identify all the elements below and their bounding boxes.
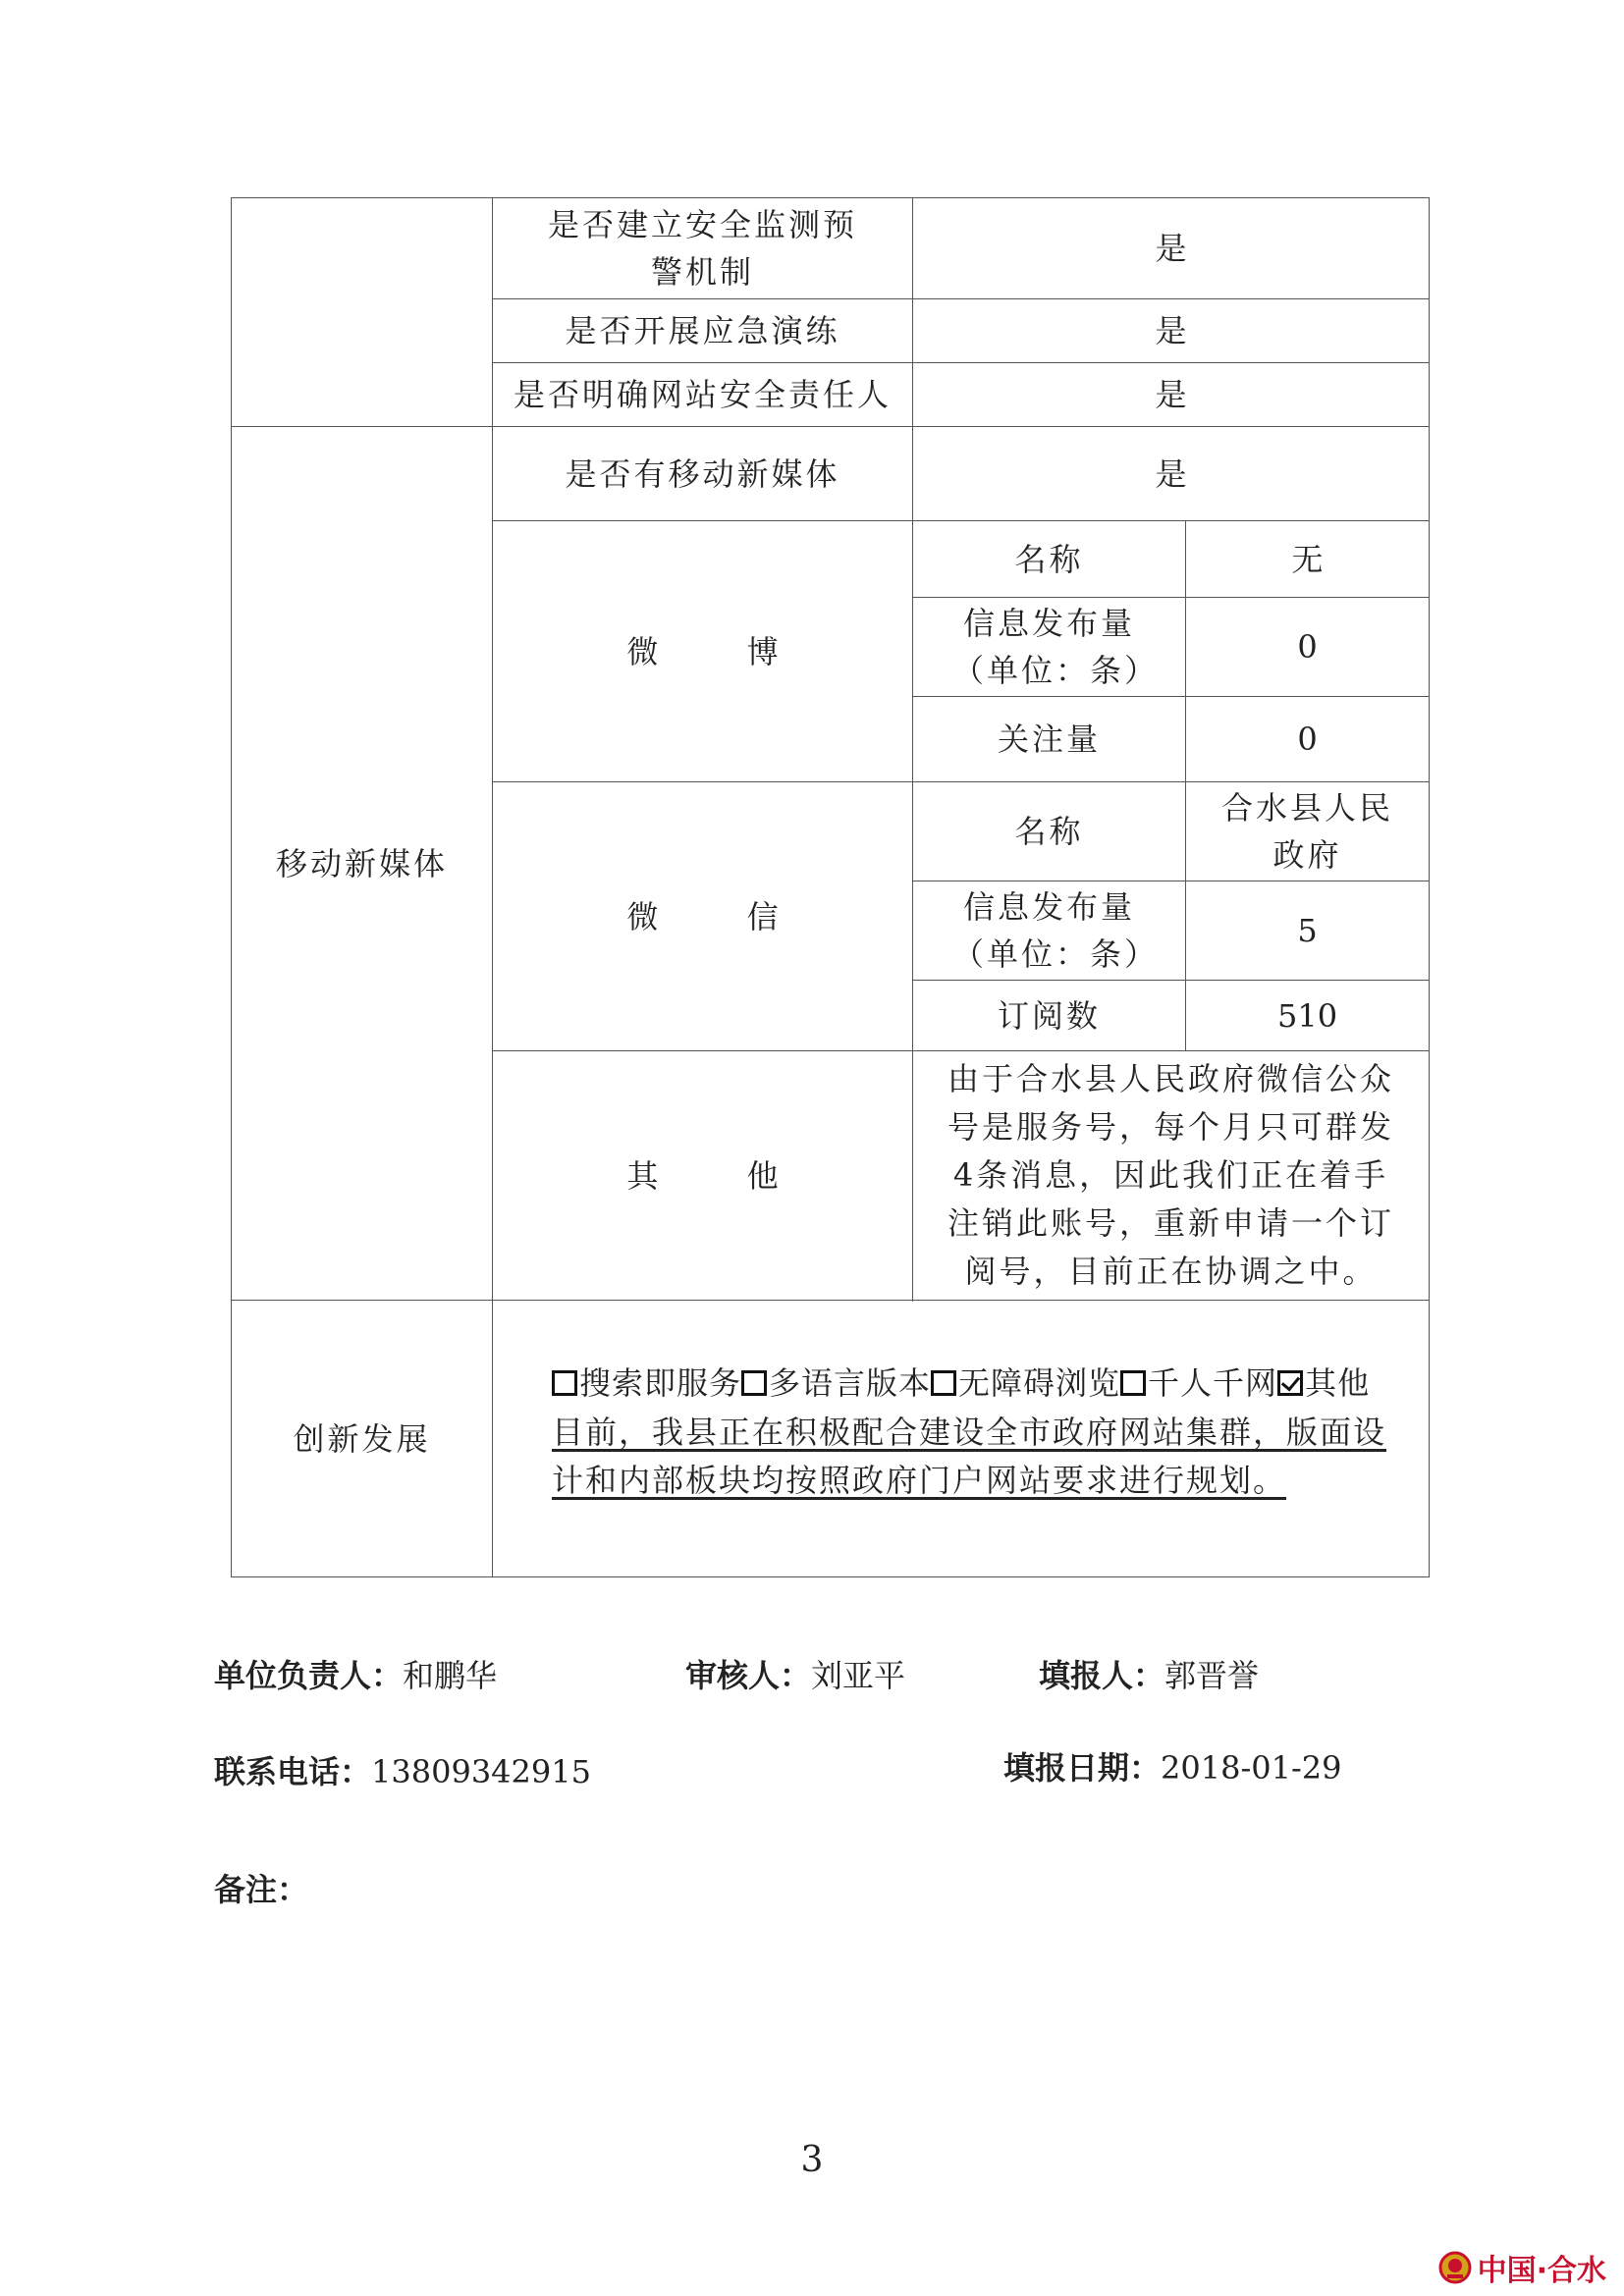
site-logo: [1438, 2246, 1606, 2289]
innovation-section-label: 创新发展: [232, 1301, 493, 1577]
phone-field: 联系电话：13809342915: [214, 1753, 591, 1790]
report-table: [231, 197, 1430, 1577]
innovation-options: [552, 1360, 1415, 1407]
wechat-subs-value: 510: [1186, 981, 1430, 1051]
wechat-posts-label: 信息发布量（单位：条）: [913, 881, 1186, 981]
innovation-cell: [493, 1301, 1430, 1577]
wechat-subs-label: 订阅数: [913, 981, 1186, 1051]
logo-text: 中国·合水: [1477, 2254, 1606, 2288]
wechat-label: 微 信: [493, 782, 913, 1051]
weibo-name-value: 无: [1186, 521, 1430, 598]
other-label: 其 他: [493, 1051, 913, 1301]
monitor-value: 是: [913, 198, 1430, 299]
has-media-value: 是: [913, 427, 1430, 521]
wechat-posts-value: 5: [1186, 881, 1430, 981]
page-number: 3: [800, 2140, 824, 2180]
weibo-label: 微 博: [493, 521, 913, 782]
media-section-label: 移动新媒体: [232, 427, 493, 1301]
phone-value: 13809342915: [371, 1753, 591, 1790]
weibo-posts-value: 0: [1186, 598, 1430, 697]
unit-head-field: 单位负责人：和鹏华: [214, 1657, 498, 1694]
filler-value: 郭晋誉: [1164, 1657, 1260, 1694]
monitor-label: 是否建立安全监测预警机制: [493, 198, 913, 299]
date-value: 2018-01-29: [1161, 1749, 1342, 1787]
weibo-follow-label: 关注量: [913, 697, 1186, 782]
owner-label: 是否明确网站安全责任人: [493, 363, 913, 427]
security-section-cell: [232, 198, 493, 427]
option-accessible[interactable]: 无障碍浏览: [931, 1364, 1120, 1402]
wechat-name-label: 名称: [913, 782, 1186, 881]
weibo-follow-value: 0: [1186, 697, 1430, 782]
drill-label: 是否开展应急演练: [493, 299, 913, 363]
unit-head-value: 和鹏华: [403, 1657, 498, 1694]
owner-value: 是: [913, 363, 1430, 427]
weibo-name-label: 名称: [913, 521, 1186, 598]
reviewer-value: 刘亚平: [811, 1657, 906, 1694]
innovation-text: 目前，我县正在积极配合建设全市政府网站集群，版面设计和内部板块均按照政府门户网站要求进行规划。: [552, 1414, 1387, 1499]
option-search-service[interactable]: 搜索即服务: [552, 1364, 741, 1402]
other-text: 由于合水县人民政府微信公众号是服务号，每个月只可群发4条消息，因此我们正在着手注销此账号，重新申请一个订阅号，目前正在协调之中。: [913, 1051, 1430, 1301]
drill-value: 是: [913, 299, 1430, 363]
has-media-label: 是否有移动新媒体: [493, 427, 913, 521]
option-multilingual[interactable]: 多语言版本: [741, 1364, 931, 1402]
checkbox-icon: [741, 1370, 767, 1396]
reviewer-field: 审核人：刘亚平: [685, 1657, 906, 1694]
checkbox-icon: [1120, 1370, 1146, 1396]
filler-field: 填报人：郭晋誉: [1039, 1657, 1260, 1694]
notes-label: 备注：: [214, 1871, 309, 1908]
weibo-posts-label: 信息发布量（单位：条）: [913, 598, 1186, 697]
checked-checkbox-icon: [1277, 1370, 1303, 1396]
option-personalized[interactable]: 千人千网: [1120, 1364, 1277, 1402]
checkbox-icon: [552, 1370, 577, 1396]
option-other[interactable]: 其他: [1277, 1364, 1370, 1402]
checkbox-icon: [931, 1370, 956, 1396]
wechat-name-value: 合水县人民政府: [1186, 782, 1430, 881]
national-emblem-icon: [1438, 2251, 1472, 2284]
date-field: 填报日期：2018-01-29: [1003, 1749, 1342, 1787]
